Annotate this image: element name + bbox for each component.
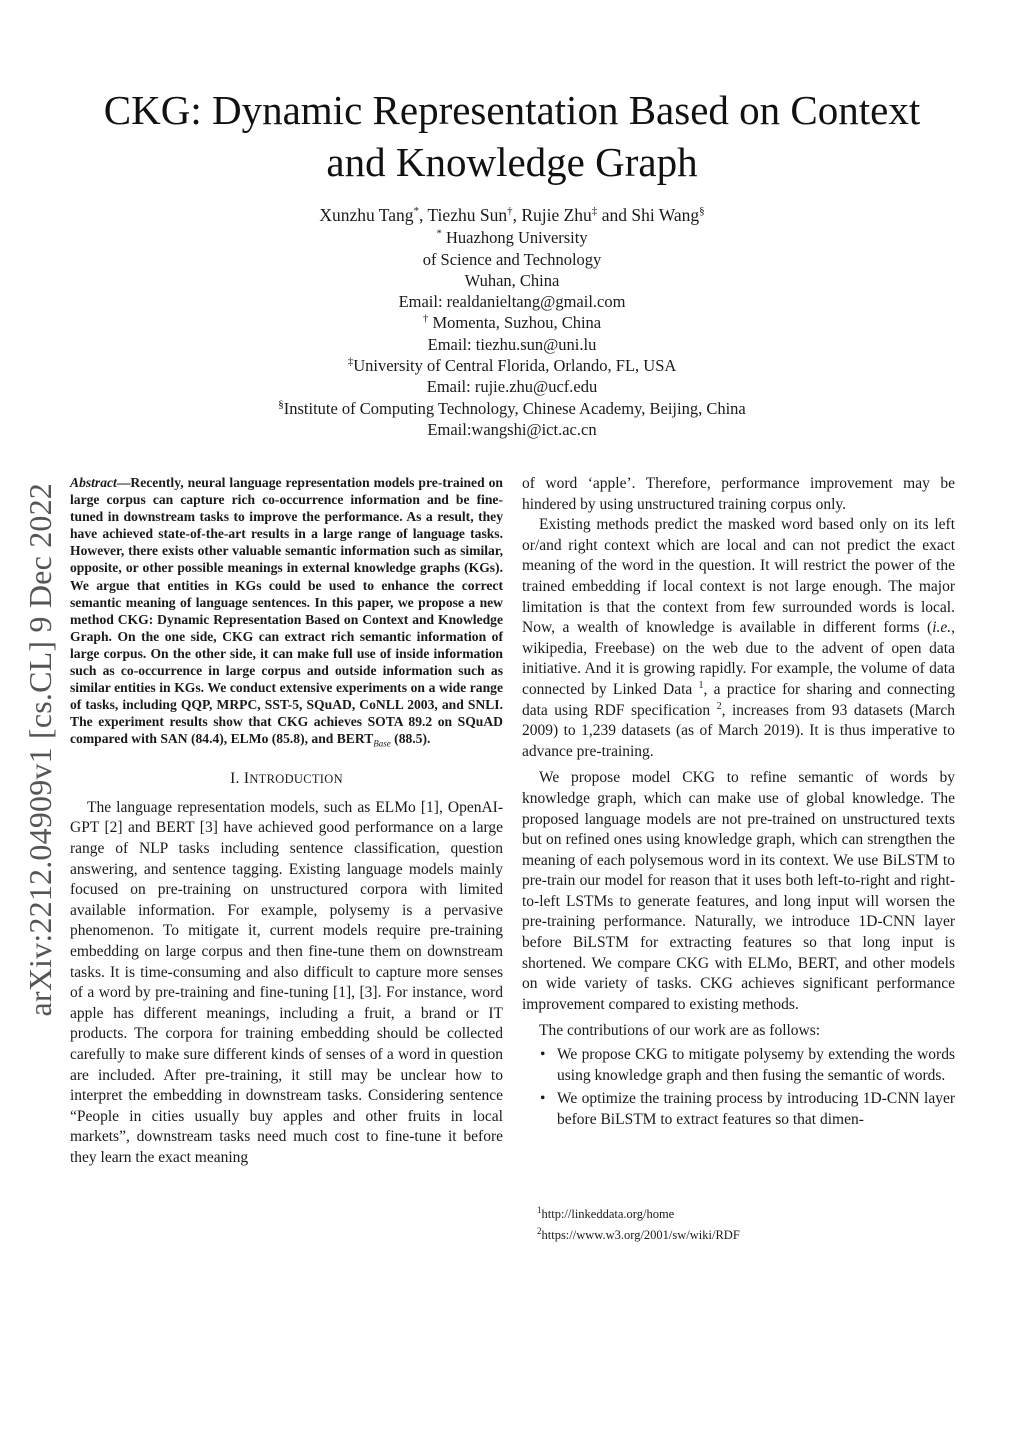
title-line-1: CKG: Dynamic Representation Based on Context	[103, 87, 921, 133]
abstract: Abstract—Recently, neural language representation models pre-trained on large corpus can capture rich co-occurrence information and be fine-tuned in downstream tasks to improve the performance. As a result, they have achieved state-of-the-art results in a large range of language tasks. However, there exists other valuable semantic information such as similar, opposite, or other possible meanings in external knowledge graphs (KGs). We argue that entities in KGs could be used to enhance the correct semantic meaning of language sentences. In this paper, we propose a new method CKG: Dynamic Representation Based on Context and Knowledge Graph. On the one side, CKG can extract rich semantic information of large corpus. On the other side, it can make full use of inside information such as co-occurrence in large corpus and outside information such as similar entities in KGs. We conduct extensive experiments on a wide range of tasks, including QQP, MRPC, SST-5, SQuAD, CoNLL 2003, and SNLI. The experiment results show that CKG achieves SOTA 89.2 on SQuAD compared with SAN (84.4), ELMo (85.8), and $BERT_{Base}$ (88.5).	[70, 475, 503, 750]
right-column	[522, 474, 955, 1133]
arxiv-stamp	[18, 460, 62, 1040]
affiliation-marker: *	[436, 227, 442, 240]
intro-paragraph-continuation: of word ‘apple’. Therefore, performance improvement may be hindered by using unstructured training corpus only.	[522, 475, 955, 513]
author-name: Xunzhu Tang	[319, 205, 414, 225]
affiliation-line: Wuhan, China	[464, 270, 560, 290]
author-marker: †	[507, 205, 513, 218]
bullet-icon: •	[540, 1090, 546, 1108]
author-email: Email: realdanieltang@gmail.com	[398, 292, 626, 312]
arxiv-identifier: arXiv:2212.04909v1 [cs.CL] 9 Dec 2022	[21, 483, 58, 1017]
author-marker: ‡	[591, 205, 598, 218]
affiliation-line: of Science and Technology	[422, 249, 602, 269]
footnote: $^2$https://www.w3.org/2001/sw/wiki/RDF	[537, 1226, 740, 1243]
affiliation-line: * Huazhong University	[436, 227, 588, 248]
footnote-url: http://linkeddata.org/home	[541, 1207, 675, 1222]
left-column	[70, 474, 503, 1169]
author-marker: *	[413, 205, 420, 218]
intro-paragraph-1: The language representation models, such as ELMo [1], OpenAI-GPT [2] and BERT [3] have achieved good performance on a large range of NLP tasks including sentence classification, question answering, and sentence tagging. Existing language models mainly focused on pre-training on unstructured corpora with limited available information. For example, polysemy is a pervasive phenomenon. To mitigate it, current models require pre-training embedding on large corpus and then fine-tune them on downstream tasks. It is time-consuming and also difficult to capture more senses of a word by pre-training and fine-tuning [1], [3]. For instance, word apple has different meanings, including a fruit, a brand or IT products. The corpora for training embedding should be collected carefully to make sure different kinds of senses of a word in question are included. After pre-training, it still may be unclear how to interpret the embedding in downstream tasks. Considering sentence “People in cities usually buy apples and other fruits in local markets”, downstream tasks need much cost to fine-tune it before they learn the exact meaning	[70, 798, 503, 1166]
author-name: Tiezhu Sun	[427, 205, 508, 225]
affiliation-line: ‡University of Central Florida, Orlando, FL, USA	[347, 355, 677, 376]
list-item: • We optimize the training process by introducing 1D-CNN layer before BiLSTM to extract features so that dimen-	[540, 1090, 955, 1128]
author-marker: §	[699, 205, 705, 218]
abstract-label: Abstract	[70, 475, 117, 490]
author-names: Xunzhu Tang*, Tiezhu Sun†, Rujie Zhu‡ and Shi Wang§	[319, 205, 705, 225]
bullet-icon: •	[540, 1046, 546, 1064]
abstract-subscript: Base	[373, 739, 391, 750]
author-email: Email:wangshi@ict.ac.cn	[427, 419, 597, 439]
author-name: Rujie Zhu	[521, 205, 592, 225]
paper-title	[60, 84, 964, 188]
abstract-body: Recently, neural language representation models pre-trained on large corpus can capture rich co-occurrence information and be fine-tuned in downstream tasks to improve the performance. As a result, they have achieved state-of-the-art results in a large range of language tasks. However, there exists other valuable semantic information such as similar, opposite, or other possible meanings in external knowledge graphs (KGs). We argue that entities in KGs could be used to enhance the correct semantic meaning of language sentences. In this paper, we propose a new method CKG: Dynamic Representation Based on Context and Knowledge Graph. On the one side, CKG can extract rich semantic information of large corpus. On the other side, it can make full use of inside information such as co-occurrence in large corpus and outside information such as similar entities in KGs. We conduct extensive experiments on a wide range of tasks, including QQP, MRPC, SST-5, SQuAD, CoNLL 2003, and SNLI. The experiment results show that CKG achieves SOTA 89.2 on SQuAD compared with SAN (84.4), ELMo (85.8), and BERT	[70, 475, 503, 747]
title-line-2: and Knowledge Graph	[326, 139, 698, 185]
affiliation-marker: †	[422, 312, 429, 325]
affiliation-marker: §	[278, 398, 284, 411]
author-email: Email: rujie.zhu@ucf.edu	[426, 377, 598, 397]
author-block	[160, 205, 864, 440]
intro-paragraph-3: We propose model CKG to refine semantic of words by knowledge graph, which can make use of global knowledge. The proposed language models are not pre-trained on unstructured texts but on refined ones using knowledge graph, which can strengthen the meaning of each polysemous word in its context. We use BiLSTM to pre-train our model for reason that it uses both left-to-right and right-to-left LSTMs to generate features, and long input will worsen the pre-training performance. Naturally, we introduce 1D-CNN layer before BiLSTM for extracting features so that long input is shortened. We compare CKG with ELMo, BERT, and other models on wide variety of tasks. CKG achieves significant performance improvement compared to existing methods.	[522, 769, 955, 1013]
footnote-ref: 1	[698, 679, 704, 691]
footnote-ref: 2	[716, 700, 722, 712]
affiliation-line: † Momenta, Suzhou, China	[422, 312, 602, 333]
author-email: Email: tiezhu.sun@uni.lu	[427, 334, 597, 354]
author-name: Shi Wang	[631, 205, 700, 225]
affiliation-line: §Institute of Computing Technology, Chinese Academy, Beijing, China	[278, 398, 746, 418]
contributions-intro: The contributions of our work are as follows:	[539, 1022, 821, 1040]
contributions-list	[522, 1045, 955, 1130]
section-heading-introduction: I. INTRODUCTION	[230, 770, 343, 788]
list-item: • We propose CKG to mitigate polysemy by extending the words using knowledge graph and then fusing the semantic of words.	[540, 1046, 955, 1084]
intro-paragraph-2: Existing methods predict the masked word based only on its left or/and right context which are local and can not predict the exact meaning of the word in the question. It will restrict the power of the trained embedding if local context is not large enough. The major limitation is that the context from few surrounded words is local. Now, a wealth of knowledge is available in different forms (i.e., wikipedia, Freebase) on the web due to the advent of open data initiative. And it is growing rapidly. For example, the volume of data connected by Linked Data $^1$, a practice for sharing and connecting data using RDF specification $^2$, increases from 93 datasets (March 2009) to 1,239 datasets (as of March 2019). It is thus imperative to advance pre-training.	[522, 516, 955, 760]
footnotes	[537, 1202, 957, 1244]
footnote-url: https://www.w3.org/2001/sw/wiki/RDF	[541, 1228, 740, 1243]
footnote: $^1$http://linkeddata.org/home	[537, 1205, 675, 1222]
affiliation-marker: ‡	[347, 355, 354, 368]
